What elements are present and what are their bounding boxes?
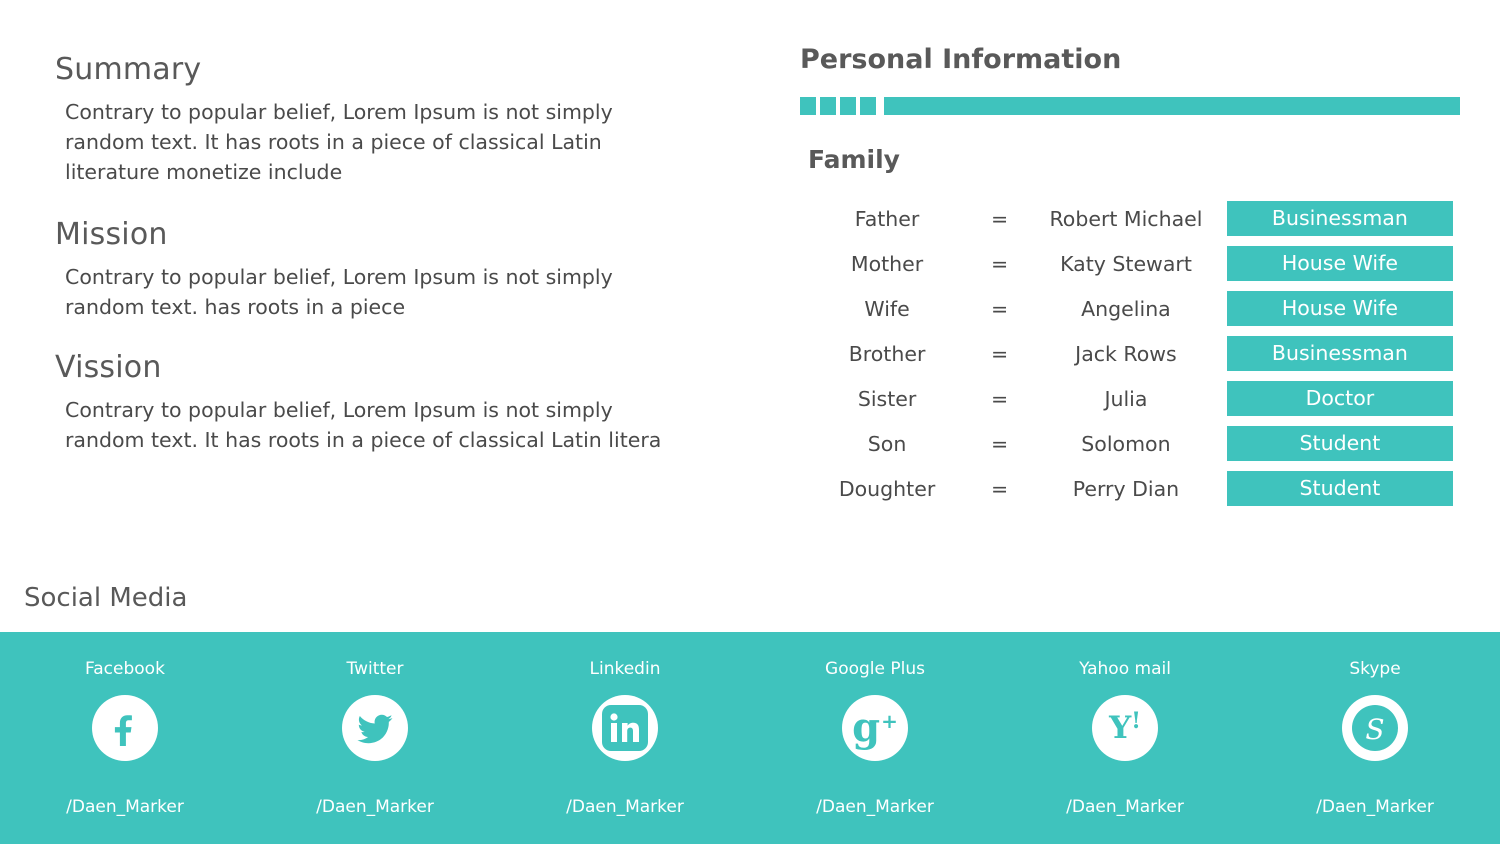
- equals-sign: =: [990, 206, 1009, 231]
- social-item-skype[interactable]: [1250, 632, 1500, 844]
- summary-heading: Summary: [55, 52, 202, 87]
- relation-label: Brother: [848, 341, 926, 366]
- social-media-footer: [0, 632, 1500, 844]
- table-row: [800, 196, 1460, 241]
- status-badge: House Wife: [1227, 246, 1453, 281]
- relation-label: Sister: [857, 386, 917, 411]
- skype-icon[interactable]: [1342, 695, 1408, 761]
- facebook-icon[interactable]: [92, 695, 158, 761]
- summary-text: Contrary to popular belief, Lorem Ipsum is not simply random text. It has roots in a piece of classical Latin literature monetize include: [65, 100, 613, 184]
- social-handle: /Daen_Marker: [816, 797, 934, 817]
- mission-text: Contrary to popular belief, Lorem Ipsum is not simply random text. has roots in a piece: [65, 265, 613, 319]
- relation-label: Wife: [864, 296, 910, 321]
- table-row: [800, 376, 1460, 421]
- left-column: [55, 52, 695, 455]
- equals-sign: =: [990, 341, 1009, 366]
- family-heading: Family: [808, 145, 900, 174]
- google-plus-icon[interactable]: g +: [842, 695, 908, 761]
- social-media-heading: Social Media: [24, 583, 188, 613]
- table-row: [800, 286, 1460, 331]
- social-item-linkedin[interactable]: [500, 632, 750, 844]
- social-label: Facebook: [85, 659, 165, 679]
- social-handle: /Daen_Marker: [1066, 797, 1184, 817]
- bar-segment-3: [840, 97, 856, 115]
- equals-sign: =: [990, 251, 1009, 276]
- vission-heading: Vission: [55, 350, 162, 385]
- equals-sign: =: [990, 296, 1009, 321]
- occupation-cell: [1227, 241, 1460, 286]
- relation-label: Doughter: [838, 476, 936, 501]
- equals-sign: =: [990, 431, 1009, 456]
- relation-label: Mother: [850, 251, 924, 276]
- status-badge: Student: [1227, 426, 1453, 461]
- social-handle: /Daen_Marker: [316, 797, 434, 817]
- equals-sign: =: [990, 386, 1009, 411]
- status-badge: House Wife: [1227, 291, 1453, 326]
- occupation-cell: [1227, 466, 1460, 511]
- person-name: Jack Rows: [1075, 341, 1177, 366]
- status-badge: Businessman: [1227, 336, 1453, 371]
- social-handle: /Daen_Marker: [566, 797, 684, 817]
- social-handle: /Daen_Marker: [66, 797, 184, 817]
- table-row: [800, 421, 1460, 466]
- vission-block: [55, 350, 695, 455]
- divider-bar: [800, 97, 1460, 115]
- right-column: [800, 44, 1460, 511]
- relation-label: Father: [854, 206, 920, 231]
- table-row: [800, 241, 1460, 286]
- occupation-cell: [1227, 331, 1460, 376]
- yahoo-icon[interactable]: Y !: [1092, 695, 1158, 761]
- person-name: Solomon: [1081, 431, 1171, 456]
- twitter-icon[interactable]: [342, 695, 408, 761]
- relation-label: Son: [867, 431, 907, 456]
- bar-segment-2: [820, 97, 836, 115]
- social-label: Skype: [1349, 659, 1401, 679]
- bar-segment-1: [800, 97, 816, 115]
- svg-text:S: S: [1365, 713, 1385, 746]
- social-label: Twitter: [346, 659, 404, 679]
- social-label: Linkedin: [589, 659, 661, 679]
- status-badge: Doctor: [1227, 381, 1453, 416]
- status-badge: Student: [1227, 471, 1453, 506]
- social-item-twitter[interactable]: [250, 632, 500, 844]
- linkedin-icon[interactable]: [592, 695, 658, 761]
- family-table: [800, 196, 1460, 511]
- person-name: Katy Stewart: [1060, 251, 1192, 276]
- vission-text: Contrary to popular belief, Lorem Ipsum is not simply random text. It has roots in a piece of classical Latin litera: [65, 398, 662, 452]
- occupation-cell: [1227, 196, 1460, 241]
- bar-segment-long: [884, 97, 1460, 115]
- social-label: Google Plus: [825, 659, 925, 679]
- social-item-google-plus[interactable]: [750, 632, 1000, 844]
- social-item-yahoo[interactable]: [1000, 632, 1250, 844]
- occupation-cell: [1227, 421, 1460, 466]
- bar-segment-4: [860, 97, 876, 115]
- page-title: Personal Information: [800, 44, 1122, 75]
- person-name: Perry Dian: [1072, 476, 1180, 501]
- occupation-cell: [1227, 376, 1460, 421]
- social-handle: /Daen_Marker: [1316, 797, 1434, 817]
- equals-sign: =: [990, 476, 1009, 501]
- table-row: [800, 331, 1460, 376]
- social-item-facebook[interactable]: [0, 632, 250, 844]
- occupation-cell: [1227, 286, 1460, 331]
- person-name: Robert Michael: [1049, 206, 1203, 231]
- person-name: Angelina: [1081, 296, 1171, 321]
- mission-heading: Mission: [55, 217, 168, 252]
- person-name: Julia: [1104, 386, 1148, 411]
- mission-block: [55, 217, 695, 322]
- status-badge: Businessman: [1227, 201, 1453, 236]
- table-row: [800, 466, 1460, 511]
- social-label: Yahoo mail: [1079, 659, 1171, 679]
